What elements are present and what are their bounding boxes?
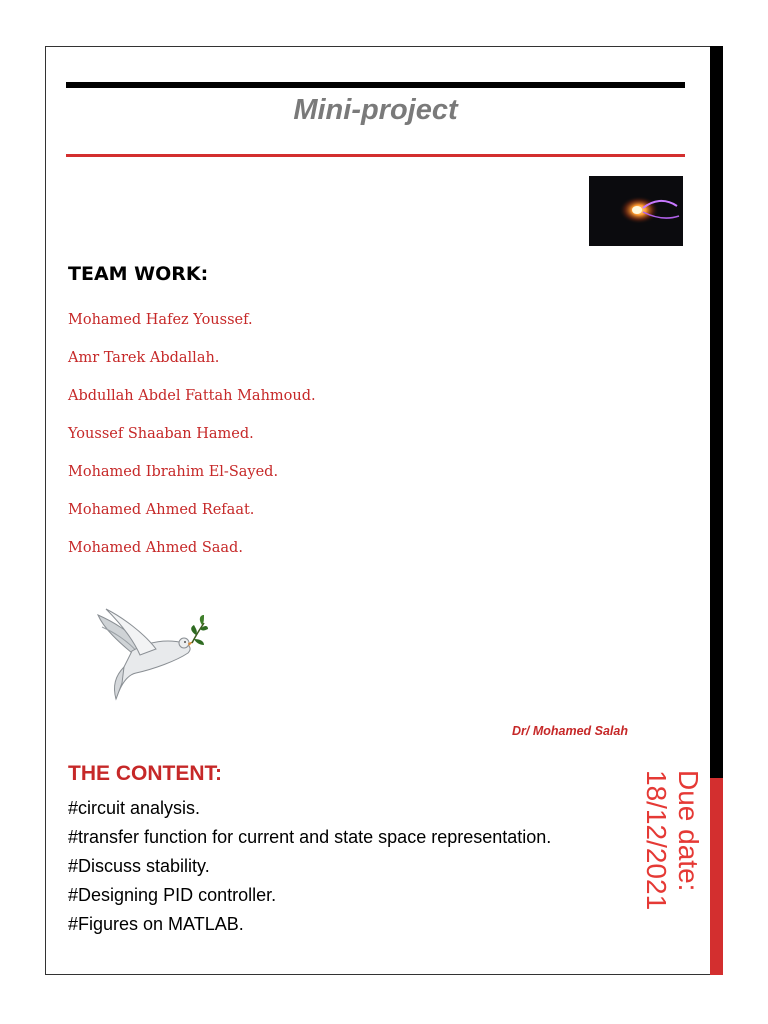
team-member: Abdullah Abdel Fattah Mahmoud. xyxy=(68,388,316,404)
team-member: Amr Tarek Abdallah. xyxy=(68,350,220,366)
light-bulb-icon xyxy=(589,176,683,246)
team-heading: TEAM WORK: xyxy=(68,263,209,285)
content-list xyxy=(68,796,551,941)
dove-icon xyxy=(92,603,210,703)
content-item: #Figures on MATLAB. xyxy=(68,914,244,934)
team-member: Mohamed Ibrahim El-Sayed. xyxy=(68,464,279,480)
light-bulb-photo xyxy=(589,176,683,246)
team-member-list xyxy=(68,310,316,576)
title-red-rule xyxy=(66,154,685,157)
side-bar-red xyxy=(710,778,723,975)
due-date-value: 18/12/2021 xyxy=(641,770,672,911)
content-heading: THE CONTENT: xyxy=(68,762,222,785)
page-title: Mini-project xyxy=(293,94,458,126)
due-date-label: Due date: xyxy=(673,770,704,892)
team-member: Mohamed Ahmed Refaat. xyxy=(68,502,255,518)
content-item: #transfer function for current and state space representation. xyxy=(68,827,552,847)
content-item: #Designing PID controller. xyxy=(68,885,277,905)
team-member: Mohamed Hafez Youssef. xyxy=(68,312,253,328)
content-item: #Discuss stability. xyxy=(68,856,210,876)
top-black-rule xyxy=(66,82,685,88)
content-item: #circuit analysis. xyxy=(68,798,201,818)
team-member: Mohamed Ahmed Saad. xyxy=(68,540,243,556)
due-date-block xyxy=(634,770,704,930)
team-member: Youssef Shaaban Hamed. xyxy=(68,426,254,442)
side-bar-black xyxy=(710,46,723,778)
supervisor-name: Dr/ Mohamed Salah xyxy=(512,724,628,738)
